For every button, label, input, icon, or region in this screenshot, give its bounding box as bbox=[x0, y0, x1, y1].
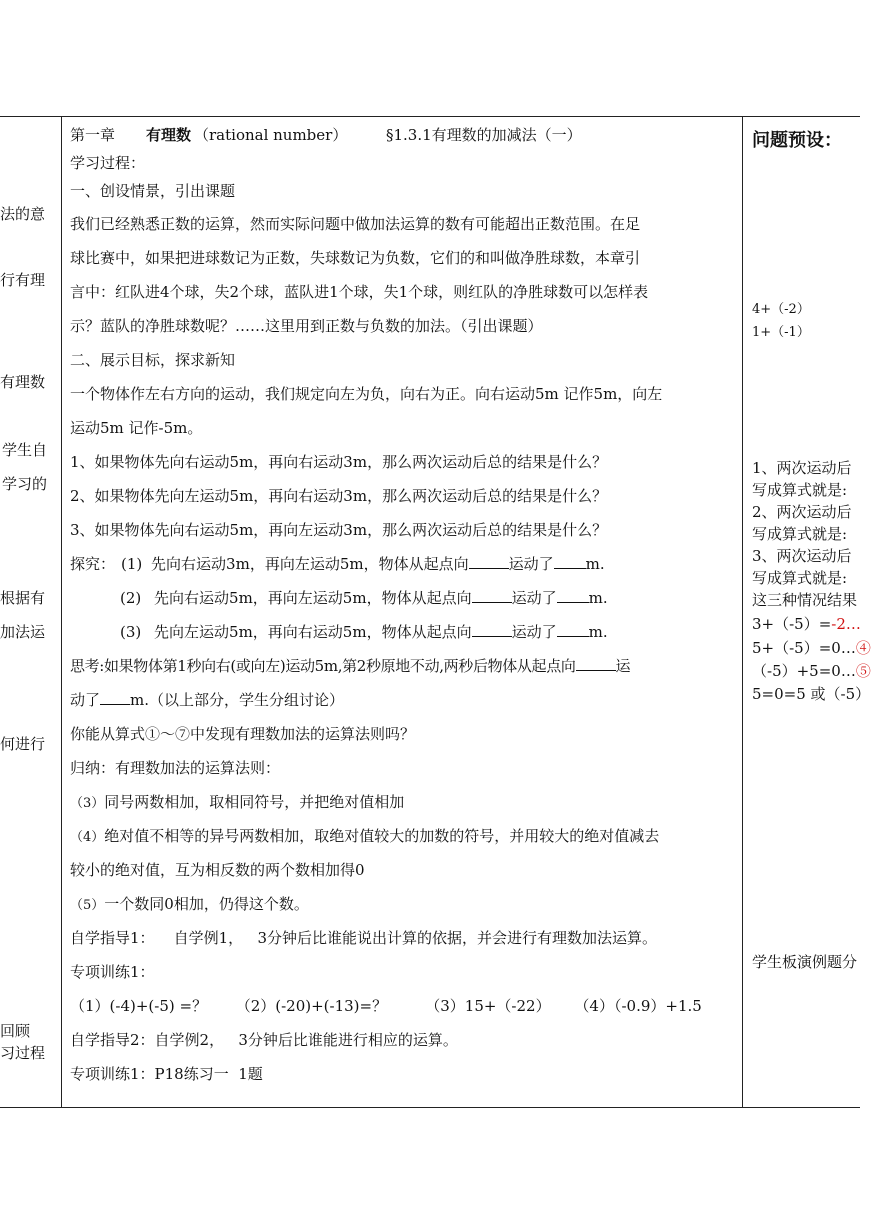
train-2: 专项训练1：P18练习一 1题 bbox=[70, 1065, 263, 1083]
question-1: 1、如果物体先向右运动5m，再向右运动3m，那么两次运动后总的结果是什么？ bbox=[70, 453, 608, 471]
right-eq-2 bbox=[752, 638, 871, 658]
right-expr-2: 1+（-1） bbox=[752, 325, 810, 340]
blank-field bbox=[557, 588, 589, 603]
process-label: 学习过程： bbox=[70, 154, 146, 172]
blank-field bbox=[472, 622, 512, 637]
think-text-2a: 动了 bbox=[70, 691, 101, 709]
explore-num-3: (3) bbox=[120, 623, 142, 641]
right-eq-1 bbox=[752, 614, 861, 634]
right-line-4: 写成算式就是: bbox=[752, 525, 848, 543]
right-eq-2b: ④ bbox=[855, 639, 871, 657]
right-eq-4: 5=0=5 或（-5） bbox=[752, 685, 871, 703]
blank-field bbox=[469, 554, 509, 569]
right-eq-2a: 5+（-5）=0… bbox=[752, 639, 856, 657]
explore-end-3: m. bbox=[588, 623, 608, 641]
guide-2: 自学指导2：自学例2， 3分钟后比谁能进行相应的运算。 bbox=[70, 1031, 458, 1049]
intro-line-2: 球比赛中，如果把进球数记为正数，失球数记为负数，它们的和叫做净胜球数，本章引 bbox=[70, 249, 641, 267]
right-line-7: 这三种情况结果 bbox=[752, 591, 858, 609]
explore-num-2: (2) bbox=[120, 589, 142, 607]
right-line-2: 写成算式就是: bbox=[752, 481, 848, 499]
right-column-divider bbox=[742, 116, 743, 1108]
left-fragment-6: 根据有 bbox=[0, 589, 46, 607]
explore-mid-3: 运动了 bbox=[511, 623, 557, 641]
explore-mid-2: 运动了 bbox=[511, 589, 557, 607]
right-eq-3 bbox=[752, 661, 871, 681]
explore-text-3: 先向左运动5m，再向右运动5m，物体从起点向 bbox=[154, 623, 472, 641]
right-line-5: 3、两次运动后 bbox=[752, 547, 852, 565]
left-fragment-7: 加法运 bbox=[0, 623, 46, 641]
blank-field bbox=[472, 588, 512, 603]
intro-line-4: 示？蓝队的净胜球数呢？……这里用到正数与负数的加法。（引出课题） bbox=[70, 317, 543, 335]
summary-label: 归纳：有理数加法的运算法则： bbox=[70, 759, 281, 777]
explore-row-2 bbox=[120, 588, 608, 608]
explore-prefix: 探究： bbox=[70, 555, 116, 573]
guide-1: 自学指导1： 自学例1， 3分钟后比谁能说出计算的依据，并会进行有理数加法运算。 bbox=[70, 929, 658, 947]
right-line-6: 写成算式就是: bbox=[752, 569, 848, 587]
explore-text-2: 先向右运动5m，再向左运动5m，物体从起点向 bbox=[154, 589, 472, 607]
right-line-3: 2、两次运动后 bbox=[752, 503, 852, 521]
part1-title: 一、创设情景，引出课题 bbox=[70, 182, 236, 200]
rule-4-line-2: 较小的绝对值，互为相反数的两个数相加得0 bbox=[70, 861, 365, 879]
topic-english: （rational number） bbox=[194, 126, 348, 144]
explore-end-2: m. bbox=[588, 589, 608, 607]
right-line-1: 1、两次运动后 bbox=[752, 459, 852, 477]
think-line-1 bbox=[70, 656, 631, 676]
exercises: （1）(-4)+(-5) =？ （2）(-20)+(-13)=？ （3）15+（-22） （4）（-0.9）+1.5 bbox=[70, 997, 702, 1015]
explore-text-1: 先向右运动3m，再向左运动5m，物体从起点向 bbox=[151, 555, 469, 573]
blank-field bbox=[100, 690, 130, 705]
find-rule: 你能从算式①～⑦中发现有理数加法的运算法则吗？ bbox=[70, 725, 416, 743]
question-3: 3、如果物体先向右运动5m，再向左运动3m，那么两次运动后总的结果是什么？ bbox=[70, 521, 608, 539]
explore-end-1: m. bbox=[585, 555, 605, 573]
train-1: 专项训练1： bbox=[70, 963, 155, 981]
right-board: 学生板演例题分 bbox=[752, 953, 858, 971]
explore-num-1: (1) bbox=[121, 555, 143, 573]
blank-field bbox=[576, 656, 616, 671]
left-fragment-4: 学生自 bbox=[2, 441, 48, 459]
section-title: §1.3.1有理数的加减法（一） bbox=[386, 126, 582, 144]
right-eq-3a: （-5）+5=0… bbox=[752, 662, 856, 680]
right-eq-3b: ⑤ bbox=[855, 662, 871, 680]
left-fragment-10: 习过程 bbox=[0, 1044, 46, 1062]
rule-4-line-1 bbox=[70, 826, 659, 848]
intro-line-1: 我们已经熟悉正数的运算，然而实际问题中做加法运算的数有可能超出正数范围。在足 bbox=[70, 215, 641, 233]
rule-4-text-1: 绝对值不相等的异号两数相加，取绝对值较大的加数的符号，并用较大的绝对值减去 bbox=[104, 827, 660, 845]
left-fragment-9: 回顾 bbox=[0, 1022, 31, 1040]
rule-3-num: （3） bbox=[70, 796, 105, 811]
rule-3-text: 同号两数相加，取相同符号，并把绝对值相加 bbox=[104, 793, 405, 811]
explore-mid-1: 运动了 bbox=[508, 555, 554, 573]
left-fragment-2: 行有理 bbox=[0, 271, 46, 289]
right-eq-1a: 3+（-5）= bbox=[752, 615, 832, 633]
left-column-divider bbox=[61, 116, 62, 1108]
rule-5 bbox=[70, 894, 309, 916]
motion-line-2: 运动5m 记作-5m。 bbox=[70, 419, 203, 437]
think-end-1: 运 bbox=[615, 657, 631, 675]
table-bottom-border bbox=[0, 1107, 860, 1108]
left-fragment-3: 有理数 bbox=[0, 373, 46, 391]
right-expr-1: 4+（-2） bbox=[752, 302, 810, 317]
left-fragment-1: 法的意 bbox=[0, 205, 46, 223]
think-line-2 bbox=[70, 690, 344, 710]
think-text-2b: m.（以上部分，学生分组讨论） bbox=[130, 691, 345, 709]
rule-4-num: （4） bbox=[70, 830, 105, 845]
right-column-title: 问题预设： bbox=[752, 130, 842, 151]
chapter-label: 第一章 bbox=[70, 126, 116, 144]
rule-5-num: （5） bbox=[70, 898, 105, 913]
intro-line-3: 言中：红队进4个球，失2个球，蓝队进1个球，失1个球，则红队的净胜球数可以怎样表 bbox=[70, 283, 649, 301]
table-top-border bbox=[0, 116, 860, 117]
left-fragment-5: 学习的 bbox=[2, 475, 48, 493]
left-fragment-8: 何进行 bbox=[0, 735, 46, 753]
question-2: 2、如果物体先向左运动5m，再向右运动3m，那么两次运动后总的结果是什么？ bbox=[70, 487, 608, 505]
blank-field bbox=[554, 554, 586, 569]
topic-title: 有理数 bbox=[146, 126, 192, 144]
explore-row-3 bbox=[120, 622, 608, 642]
explore-row-1 bbox=[70, 554, 605, 574]
blank-field bbox=[557, 622, 589, 637]
rule-3 bbox=[70, 792, 404, 814]
right-eq-1b: -2… bbox=[831, 615, 861, 633]
rule-5-text: 一个数同0相加，仍得这个数。 bbox=[104, 895, 309, 913]
think-text-1: 思考:如果物体第1秒向右(或向左)运动5m,第2秒原地不动,两秒后物体从起点向 bbox=[70, 657, 576, 675]
part2-title: 二、展示目标，探求新知 bbox=[70, 351, 236, 369]
motion-line-1: 一个物体作左右方向的运动，我们规定向左为负，向右为正。向右运动5m 记作5m，向左 bbox=[70, 385, 663, 403]
